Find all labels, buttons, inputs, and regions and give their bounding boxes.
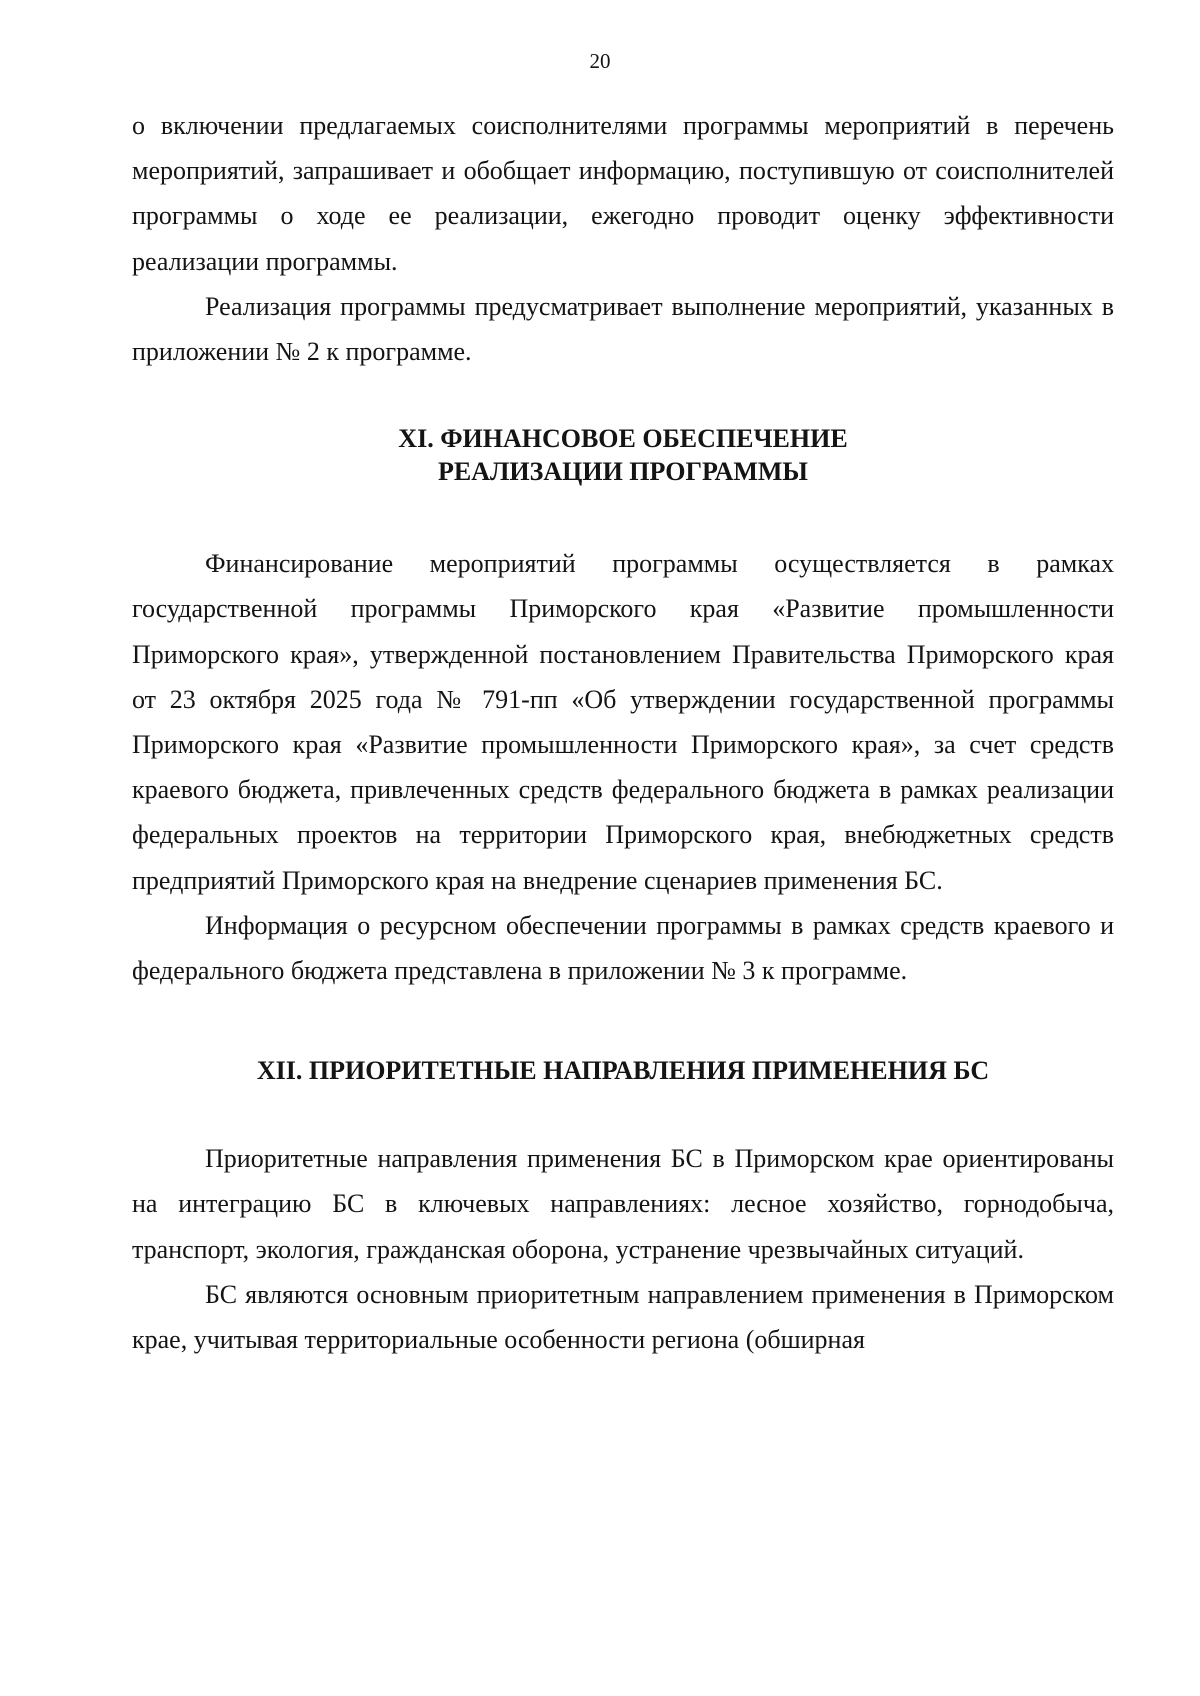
section-heading-financing-line1: XI. ФИНАНСОВОЕ ОБЕСПЕЧЕНИЕ bbox=[398, 424, 848, 454]
section-heading-priorities-line1: XII. ПРИОРИТЕТНЫЕ НАПРАВЛЕНИЯ ПРИМЕНЕНИЯ БС bbox=[256, 1056, 990, 1086]
paragraph-main-priority: БС являются основным приоритетным направлением применения в Приморском крае, учитывая территориальные особенности региона (обширная bbox=[132, 1279, 1114, 1355]
page-number: 20 bbox=[589, 49, 611, 73]
paragraph-implementation: Реализация программы предусматривает выполнение мероприятий, указанных в приложении № 2 к программе. bbox=[132, 291, 1114, 367]
document-body bbox=[132, 103, 1114, 1362]
paragraph-resource-info: Информация о ресурсном обеспечении программы в рамках средств краевого и федерального бюджета представлена в приложении № 3 к программе. bbox=[132, 910, 1114, 986]
section-heading-financing bbox=[132, 422, 1114, 488]
paragraph-financing: Финансирование мероприятий программы осуществляется в рамках государственной программы Приморского края «Развитие промышленности Приморского края», утвержденной постановлением Правительства Приморского края от 23 октября 2025 года № 791-пп «Об утверждении государственной программы Приморского края «Развитие промышленности Приморского края», за счет средств краевого бюджета, привлеченных средств федерального бюджета в рамках реализации федеральных проектов на территории Приморского края, внебюджетных средств предприятий Приморского края на внедрение сценариев применения БС. bbox=[132, 549, 1114, 895]
section-heading-financing-line2: РЕАЛИЗАЦИИ ПРОГРАММЫ bbox=[438, 457, 808, 487]
paragraph-continuation: о включении предлагаемых соисполнителями программы мероприятий в перечень мероприятий, запрашивает и обобщает информацию, поступившую от соисполнителей программы о ходе ее реализации, ежегодно проводит оценку эффективности реализации программы. bbox=[132, 111, 1114, 276]
paragraph-priorities: Приоритетные направления применения БС в Приморском крае ориентированы на интеграцию БС в ключевых направлениях: лесное хозяйство, горнодобыча, транспорт, экология, гражданская оборона, устранение чрезвычайных ситуаций. bbox=[132, 1144, 1114, 1264]
section-heading-priorities bbox=[132, 1054, 1114, 1087]
